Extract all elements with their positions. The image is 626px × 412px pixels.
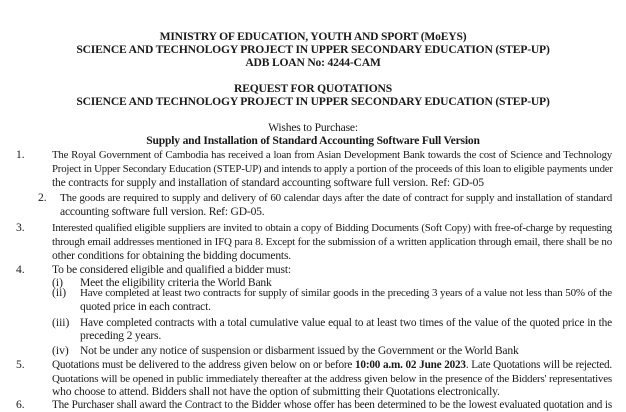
loan-number: ADB LOAN No: 4244-CAM	[245, 56, 381, 69]
rfq-project: SCIENCE AND TECHNOLOGY PROJECT IN UPPER SECONDARY EDUCATION (STEP-UP)	[76, 95, 550, 108]
item-line: The Purchaser shall award the Contract to the Bidder whose offer has been determined to be the lowest evaluated quotation and is	[52, 399, 612, 411]
subitem-number: (iv)	[52, 344, 69, 357]
item-number: 1.	[16, 148, 25, 161]
subject-title: Supply and Installation of Standard Accounting Software Full Version	[146, 134, 480, 147]
item-line: the contracts for supply and installation of standard accounting software full version. Ref: GD-05	[52, 176, 484, 189]
subitem-number: (iii)	[52, 316, 70, 329]
ministry-title: MINISTRY OF EDUCATION, YOUTH AND SPORT (MoEYS)	[159, 30, 467, 43]
subitem-line: quoted price in each contract.	[80, 300, 211, 313]
subitem-number: (i)	[52, 276, 63, 289]
item-line: To be considered eligible and qualified a bidder must:	[52, 263, 291, 276]
item-line: through email addresses mentioned in IFQ para 8. Except for the submission of a written application through email, there shall be no	[52, 236, 612, 248]
item-number: 2.	[38, 191, 47, 204]
text: Quotations must be delivered to the address given below on or before	[52, 359, 356, 371]
item-line: Project in Upper Secondary Education (STEP-UP) and intends to apply a portion of the proceeds of this loan to eligible payments under	[52, 163, 613, 175]
item-line: other conditions for obtaining the bidding documents.	[52, 249, 291, 262]
item-line: The goods are required to supply and delivery of 60 calendar days after the date of contract for supply and installation of standard	[60, 192, 612, 204]
item-number: 4.	[16, 263, 25, 276]
item-line: who choose to attend. Bidders shall not have the option of submitting their Quotations electronically.	[52, 385, 500, 398]
subitem-line: Meet the eligibility criteria the World Bank	[80, 276, 272, 289]
item-number: 5.	[16, 358, 25, 371]
item-line: Interested qualified eligible suppliers are invited to obtain a copy of Bidding Documents (Soft Copy) with free-of-charge by requesting	[52, 222, 612, 234]
item-line: The Royal Government of Cambodia has received a loan from Asian Development Bank towards the cost of Science and Technology	[52, 149, 612, 161]
subitem-number: (ii)	[52, 286, 67, 299]
subitem-line: preceding 2 years.	[80, 329, 162, 342]
subitem-line: Not be under any notice of suspension or disbarment issued by the Government or the World Bank	[80, 344, 519, 357]
item-line: accounting software full version. Ref: GD-05.	[60, 205, 265, 218]
text: . Late Quotations will be rejected.	[465, 359, 612, 371]
item-line	[52, 358, 612, 372]
item-number: 6.	[16, 398, 25, 411]
wishes-label: Wishes to Purchase:	[268, 121, 358, 134]
subitem-line: Have completed at least two contracts for supply of similar goods in the preceding 3 years of a value not less than 50% of the	[80, 287, 612, 299]
rfq-title: REQUEST FOR QUOTATIONS	[234, 82, 392, 95]
deadline: 10:00 a.m. 02 June 2023	[355, 359, 466, 371]
subitem-line: Have completed contracts with a total cumulative value equal to at least two times of the value of the quoted price in the	[80, 317, 612, 329]
item-number: 3.	[16, 221, 25, 234]
item-line: Quotations will be opened in public immediately thereafter at the address given below in the presence of the Bidders' representatives	[52, 373, 612, 385]
project-title: SCIENCE AND TECHNOLOGY PROJECT IN UPPER SECONDARY EDUCATION (STEP-UP)	[76, 43, 550, 56]
